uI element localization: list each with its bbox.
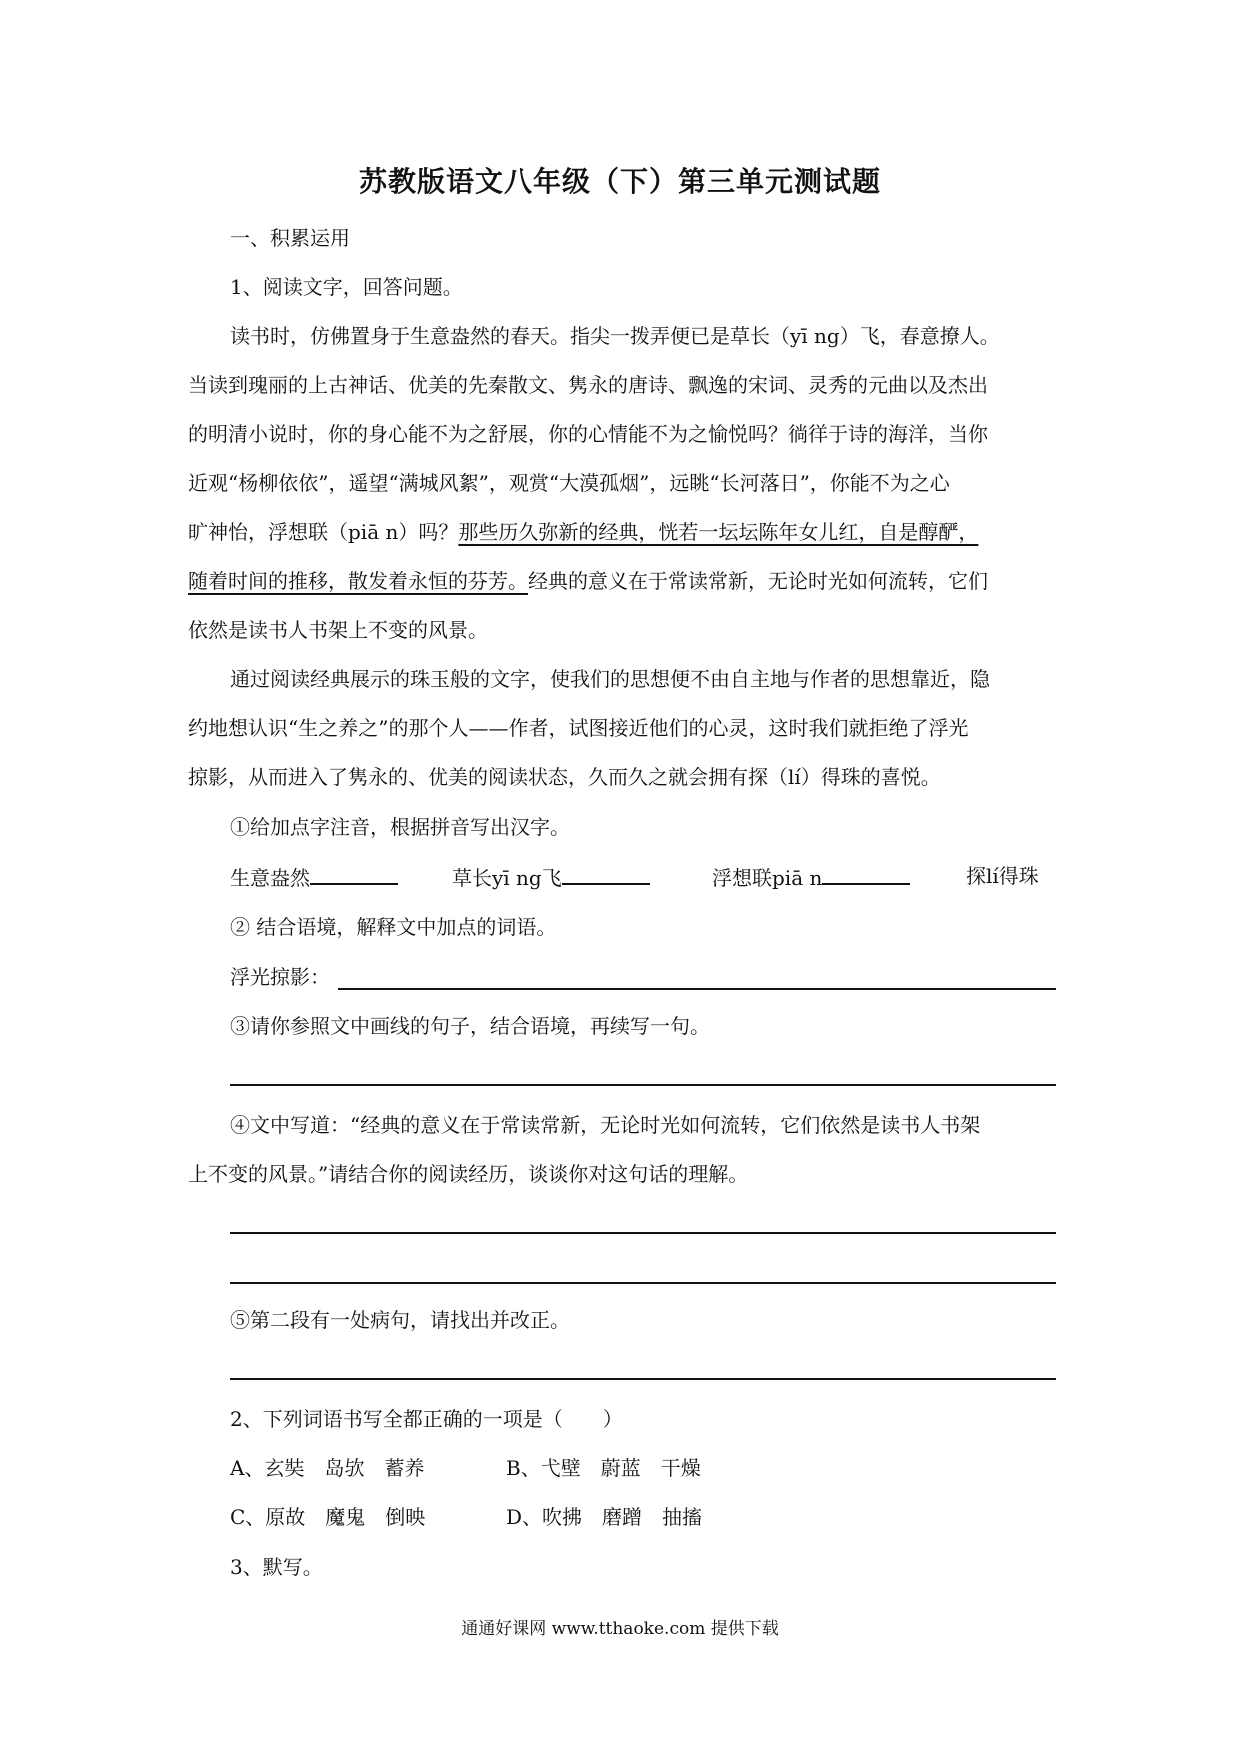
answer-line[interactable] <box>338 988 1056 990</box>
page-footer: 通通好课网 www.tthaoke.com 提供下载 <box>461 1619 779 1639</box>
pinyin-item: 浮想联piā n <box>712 861 910 893</box>
question-3-stem: 3、默写。 <box>230 1555 323 1579</box>
sub-question-2: ② 结合语境，解释文中加点的词语。 <box>230 915 557 939</box>
passage-line <box>188 566 988 596</box>
passage-line <box>188 517 978 547</box>
sub-question-4-cont: 上不变的风景。”请结合你的阅读经历，谈谈你对这句话的理解。 <box>188 1162 749 1186</box>
document-title: 苏教版语文八年级（下）第三单元测试题 <box>358 165 881 198</box>
passage-line: 通过阅读经典展示的珠玉般的文字，使我们的思想便不由自主地与作者的思想靠近，隐 <box>230 667 990 691</box>
passage-line: 当读到瑰丽的上古神话、优美的先秦散文、隽永的唐诗、飘逸的宋词、灵秀的元曲以及杰出 <box>188 373 988 397</box>
passage-line: 依然是读书人书架上不变的风景。 <box>188 618 488 642</box>
answer-blank[interactable] <box>822 861 910 885</box>
sub-question-4: ④文中写道：“经典的意义在于常读常新，无论时光如何流转，它们依然是读书人书架 <box>230 1113 981 1137</box>
question-1-stem: 1、阅读文字，回答问题。 <box>230 275 463 299</box>
section-heading: 一、积累运用 <box>230 226 350 250</box>
question-2-stem: 2、下列词语书写全都正确的一项是（ ） <box>230 1407 623 1431</box>
answer-blank[interactable] <box>562 861 650 885</box>
passage-line: 的明清小说时，你的身心能不为之舒展，你的心情能不为之愉悦吗？徜徉于诗的海洋，当你 <box>188 422 988 446</box>
option-b[interactable]: B、弋壁 蔚蓝 干燥 <box>506 1456 701 1480</box>
answer-blank[interactable] <box>310 861 398 885</box>
sub-question-1: ①给加点字注音，根据拼音写出汉字。 <box>230 815 570 839</box>
answer-line[interactable] <box>230 1378 1056 1380</box>
option-a[interactable]: A、玄奘 岛欤 蓄养 <box>230 1456 425 1480</box>
pinyin-item: 草长yī ng飞 <box>452 861 650 893</box>
underlined-sentence: 那些历久弥新的经典，恍若一坛坛陈年女儿红，自是醇酽， <box>458 520 979 544</box>
sub-question-5: ⑤第二段有一处病句，请找出并改正。 <box>230 1308 570 1332</box>
answer-line[interactable] <box>230 1084 1056 1086</box>
underlined-sentence: 随着时间的推移，散发着永恒的芬芳。 <box>188 569 528 593</box>
definition-label: 浮光掠影： <box>230 965 330 989</box>
passage-text: 经典的意义在于常读常新，无论时光如何流转，它们 <box>528 569 988 593</box>
option-d[interactable]: D、吹拂 磨蹭 抽搐 <box>506 1505 703 1529</box>
answer-line[interactable] <box>230 1282 1056 1284</box>
passage-line: 掠影，从而进入了隽永的、优美的阅读状态，久而久之就会拥有探（lí）得珠的喜悦。 <box>188 765 941 789</box>
pinyin-item: 探lí得珠 <box>966 864 1039 888</box>
pinyin-item: 生意盎然 <box>230 861 398 893</box>
passage-line: 约地想认识“生之养之”的那个人——作者，试图接近他们的心灵，这时我们就拒绝了浮光 <box>188 716 969 740</box>
option-c[interactable]: C、原故 魔鬼 倒映 <box>230 1505 426 1529</box>
answer-line[interactable] <box>230 1232 1056 1234</box>
passage-line: 读书时，仿佛置身于生意盎然的春天。指尖一拨弄便已是草长（yī ng）飞，春意撩人。 <box>230 324 1000 348</box>
passage-line: 近观“杨柳依依”，遥望“满城风絮”，观赏“大漠孤烟”，远眺“长河落日”，你能不为之心 <box>188 471 950 495</box>
passage-text: 旷神怡，浮想联（piā n）吗？ <box>188 520 459 544</box>
sub-question-3: ③请你参照文中画线的句子，结合语境，再续写一句。 <box>230 1014 710 1038</box>
